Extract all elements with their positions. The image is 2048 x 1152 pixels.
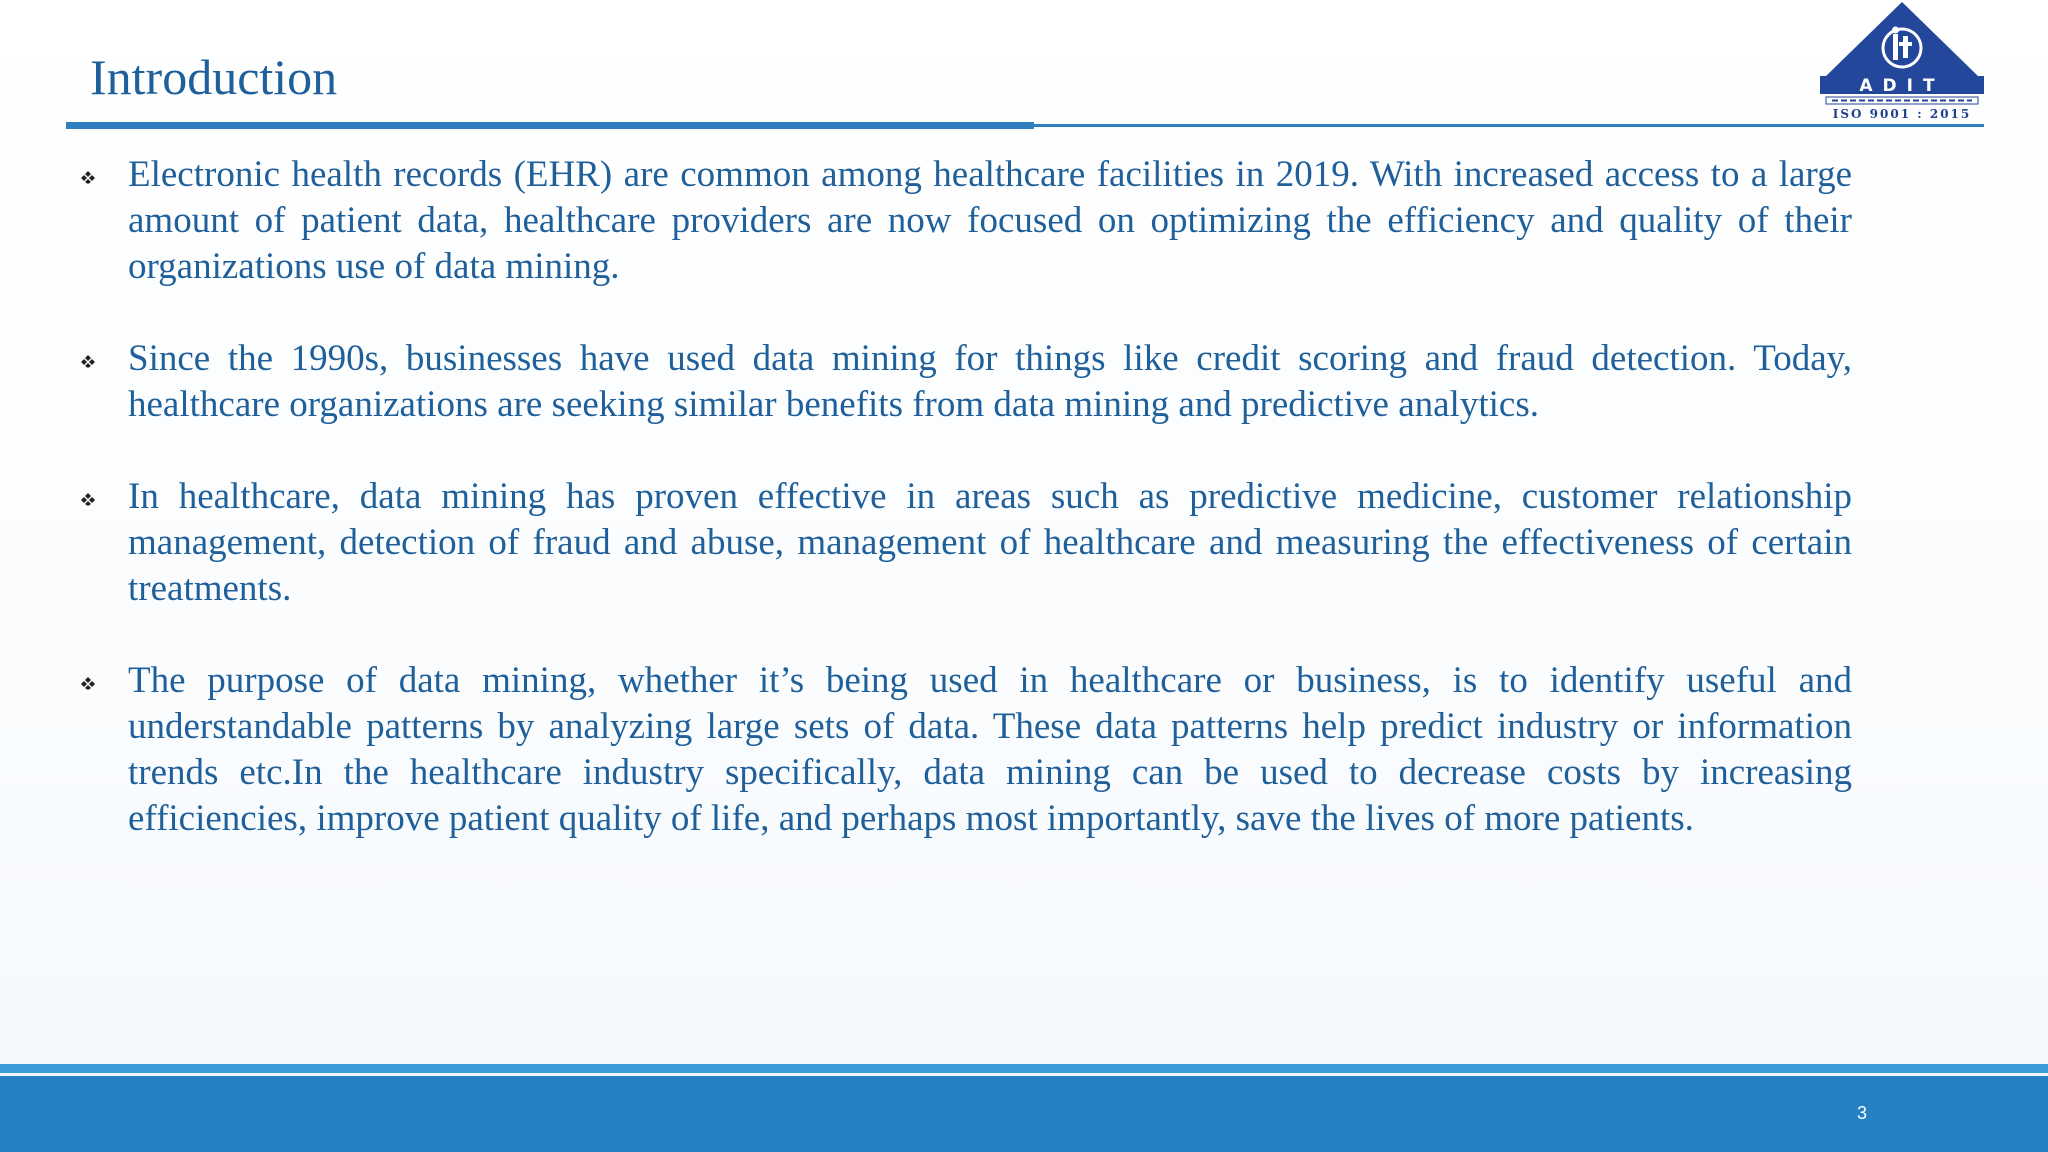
- bullet-list: [78, 152, 1852, 888]
- list-item: [78, 152, 1852, 290]
- diamond-bullet-icon: [81, 676, 95, 690]
- slide-title: Introduction: [90, 49, 338, 105]
- logo-iso-caption: ISO 9001 : 2015: [1832, 107, 1972, 121]
- bullet-text: Since the 1990s, businesses have used data mining for things like credit scoring and fraud detection. Today, healthcare organizations are seeking similar benefits from data mining and predictive analytics.: [128, 338, 1852, 425]
- title-underline-thick: [66, 122, 1034, 129]
- diamond-bullet-icon: [81, 354, 95, 368]
- list-item: [78, 658, 1852, 842]
- footer-bar: [0, 1076, 2048, 1152]
- bullet-text: Electronic health records (EHR) are common among healthcare facilities in 2019. With increased access to a large amount of patient data, healthcare providers are now focused on optimizing the efficiency and quality of their organizations use of data mining.: [128, 154, 1852, 287]
- bullet-text: The purpose of data mining, whether it’s being used in healthcare or business, is to identify useful and understandable patterns by analyzing large sets of data. These data patterns help predict industry or information trends etc.In the healthcare industry specifically, data mining can be used to decrease costs by increasing efficiencies, improve patient quality of life, and perhaps most importantly, save the lives of more patients.: [128, 660, 1852, 839]
- logo-name: ADIT: [1859, 76, 1945, 96]
- institute-logo: [1818, 0, 1986, 126]
- page-number: 3: [1856, 1103, 1867, 1123]
- bullet-text: In healthcare, data mining has proven effective in areas such as predictive medicine, customer relationship management, detection of fraud and abuse, management of healthcare and measuring the effectiveness of certain treatments.: [128, 476, 1852, 609]
- list-item: [78, 336, 1852, 428]
- footer-accent-line: [0, 1064, 2048, 1073]
- list-item: [78, 474, 1852, 612]
- diamond-bullet-icon: [81, 170, 95, 184]
- diamond-bullet-icon: [81, 492, 95, 506]
